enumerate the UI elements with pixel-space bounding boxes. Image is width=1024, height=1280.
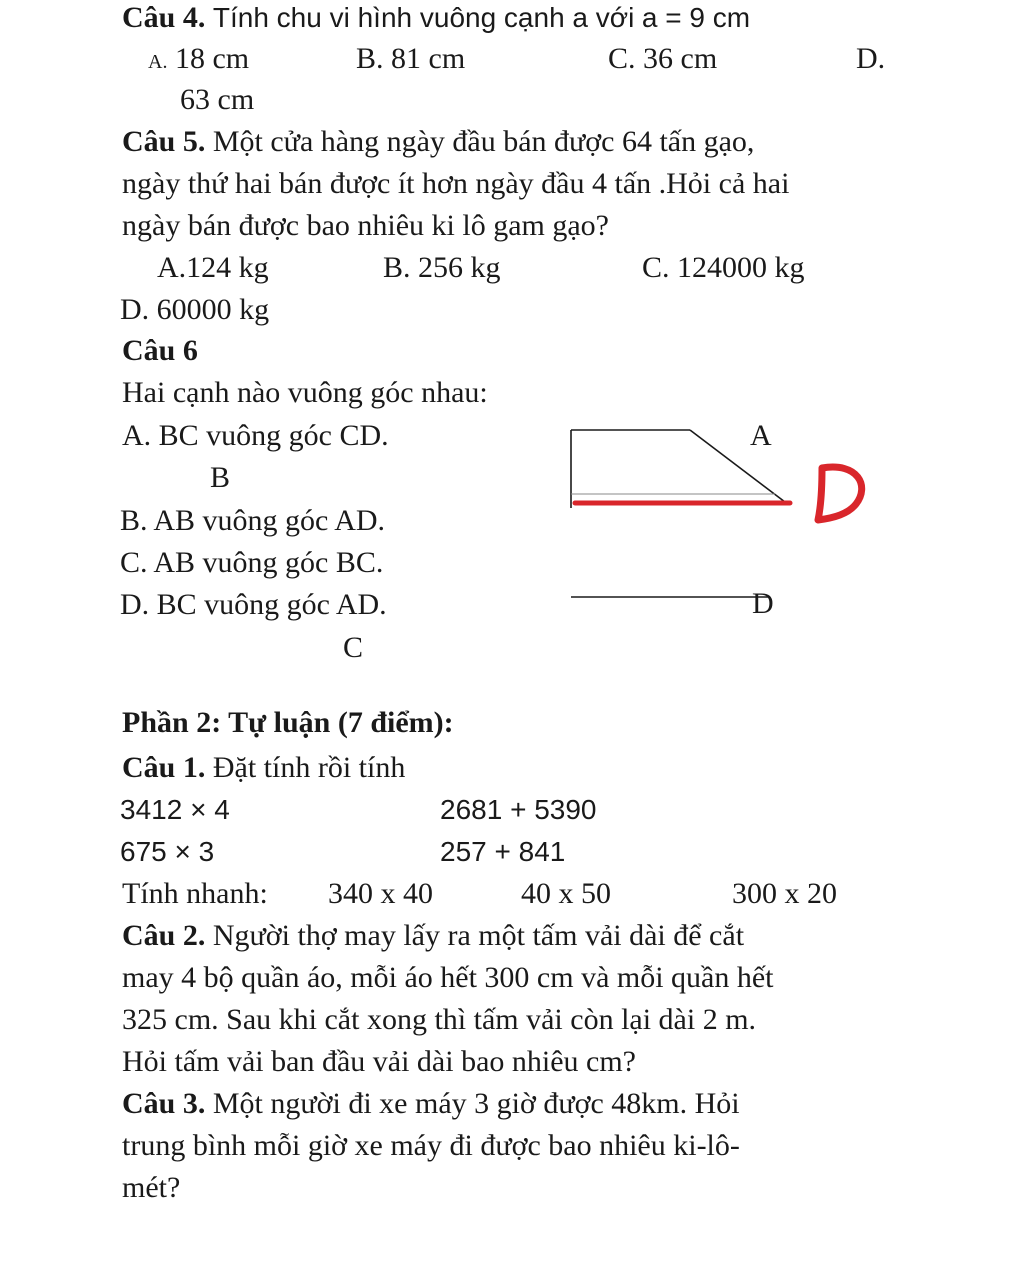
calc-2: 2681 + 5390 bbox=[440, 794, 597, 825]
q4-option-c: C. 36 cm bbox=[608, 42, 718, 75]
q6-label: Câu 6 bbox=[122, 334, 198, 367]
q5-line-1: Câu 5. Một cửa hàng ngày đầu bán được 64 tấn gạo, bbox=[122, 125, 755, 158]
part2-q1-line: Câu 1. Đặt tính rồi tính bbox=[122, 751, 406, 784]
figure-label-d: D bbox=[752, 587, 774, 620]
handwritten-answer-d bbox=[818, 467, 862, 520]
q4-formula: a = 9 cm bbox=[641, 2, 751, 33]
q6-option-d: D. BC vuông góc AD. bbox=[120, 588, 387, 621]
part2-q3-line-1: Câu 3. Một người đi xe máy 3 giờ được 48km. Hỏi bbox=[122, 1087, 740, 1120]
calc-1: 3412 × 4 bbox=[120, 794, 230, 825]
q6-option-a: A. BC vuông góc CD. bbox=[122, 419, 389, 452]
q5-option-b: B. 256 kg bbox=[383, 251, 501, 284]
q5-option-a: A.124 kg bbox=[157, 251, 269, 284]
q4-option-a: A. 18 cm bbox=[148, 42, 250, 75]
q4-option-d-letter: D. bbox=[856, 42, 886, 75]
part2-q2-line-2: may 4 bộ quần áo, mỗi áo hết 300 cm và mỗi quần hết bbox=[122, 961, 774, 994]
part2-q3-label: Câu 3. bbox=[122, 1087, 206, 1120]
q5-option-d: D. 60000 kg bbox=[120, 293, 270, 326]
part2-q2-label: Câu 2. bbox=[122, 919, 206, 952]
q6-option-b: B. AB vuông góc AD. bbox=[120, 504, 386, 537]
calc-3: 675 × 3 bbox=[120, 836, 215, 867]
q6-question: Hai cạnh nào vuông góc nhau: bbox=[122, 376, 488, 409]
q5-line-2: ngày thứ hai bán được ít hơn ngày đầu 4 tấn .Hỏi cả hai bbox=[122, 167, 790, 200]
quick-calc-label: Tính nhanh: bbox=[122, 877, 268, 910]
part2-q2-line-1: Câu 2. Người thợ may lấy ra một tấm vải dài để cắt bbox=[122, 919, 745, 952]
part2-q3-line-2: trung bình mỗi giờ xe máy đi được bao nhiêu ki-lô- bbox=[122, 1129, 740, 1162]
q5-line-3: ngày bán được bao nhiêu ki lô gam gạo? bbox=[122, 209, 609, 242]
calc-4: 257 + 841 bbox=[440, 836, 566, 867]
q6-option-c: C. AB vuông góc BC. bbox=[120, 546, 384, 579]
quick-calc-1: 340 x 40 bbox=[328, 877, 433, 910]
part2-q2-line-3: 325 cm. Sau khi cắt xong thì tấm vải còn lại dài 2 m. bbox=[122, 1003, 757, 1036]
figure-label-b: B bbox=[210, 461, 231, 494]
part2-q1-label: Câu 1. bbox=[122, 751, 206, 784]
q5-option-c: C. 124000 kg bbox=[642, 251, 805, 284]
part2-q2-line-4: Hỏi tấm vải ban đầu vải dài bao nhiêu cm? bbox=[122, 1045, 636, 1078]
figure-label-c: C bbox=[343, 631, 364, 664]
q4-label: Câu 4. bbox=[122, 1, 206, 34]
quick-calc-3: 300 x 20 bbox=[732, 877, 837, 910]
part2-q3-line-3: mét? bbox=[122, 1171, 181, 1204]
q5-label: Câu 5. bbox=[122, 125, 206, 158]
q4-option-b: B. 81 cm bbox=[356, 42, 466, 75]
figure-label-a: A bbox=[750, 419, 772, 452]
quick-calc-2: 40 x 50 bbox=[521, 877, 611, 910]
q4-option-d-value: 63 cm bbox=[180, 83, 255, 116]
part2-title: Phần 2: Tự luận (7 điểm): bbox=[122, 706, 454, 739]
q4-text: Tính chu vi hình vuông cạnh a với bbox=[212, 2, 635, 33]
